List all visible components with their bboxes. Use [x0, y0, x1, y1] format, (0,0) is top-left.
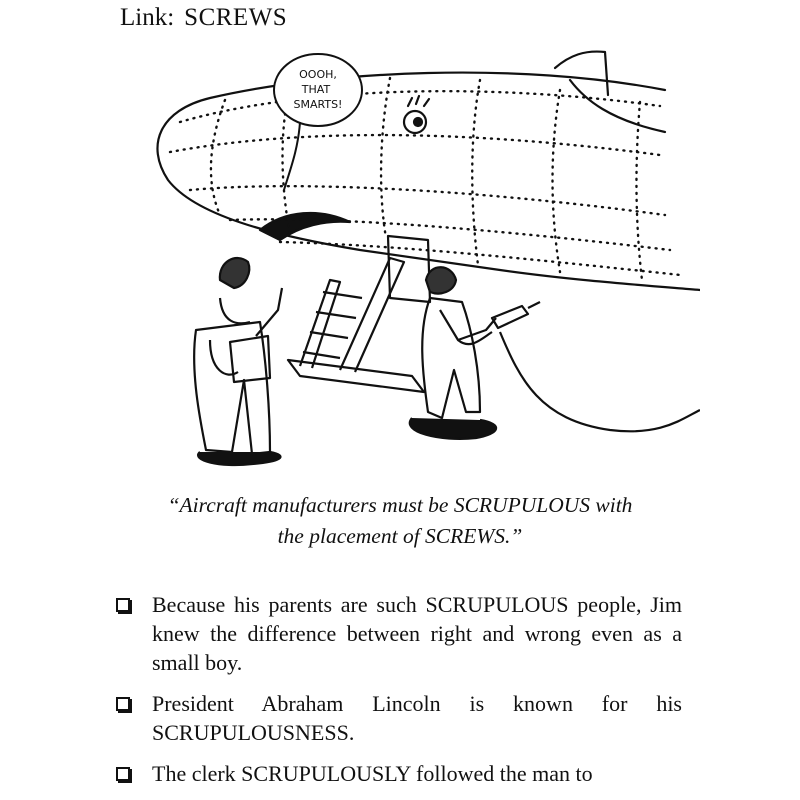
worker-left [194, 258, 282, 465]
checkbox-square-icon [116, 598, 130, 612]
list-item [112, 759, 682, 788]
heading-prefix: Link: [120, 4, 175, 31]
example-sentence: President Abraham Lincoln is known for his SCRUPULOUSNESS. [152, 691, 682, 745]
checkbox-square-icon [116, 697, 130, 711]
example-sentence: The clerk SCRUPULOUSLY followed the man to [152, 761, 593, 786]
speech-text-line3: SMARTS! [293, 98, 343, 111]
page-heading [120, 2, 287, 34]
list-item [112, 590, 682, 677]
ladder [288, 258, 424, 392]
caption-line-1: “Aircraft manufacturers must be SCRUPULOUS with [167, 493, 633, 517]
checkbox-square-icon [116, 767, 130, 781]
caption-line-2: the placement of SCREWS.” [277, 524, 523, 548]
list-item [112, 689, 682, 747]
cartoon-caption [80, 490, 720, 552]
airplane-fin [555, 52, 608, 95]
hatch-door [388, 236, 430, 302]
cartoon-illustration [140, 40, 700, 480]
heading-link-word: SCREWS [184, 4, 288, 31]
drill-tool [492, 306, 528, 328]
worker-right [410, 267, 700, 439]
example-sentences-list [112, 590, 682, 800]
nose-scoop [260, 213, 350, 240]
speech-text-line1: OOOH, [299, 68, 337, 81]
speech-text-line2: THAT [301, 83, 331, 96]
example-sentence: Because his parents are such SCRUPULOUS people, Jim knew the difference between right and wrong even as a small boy. [152, 592, 682, 675]
